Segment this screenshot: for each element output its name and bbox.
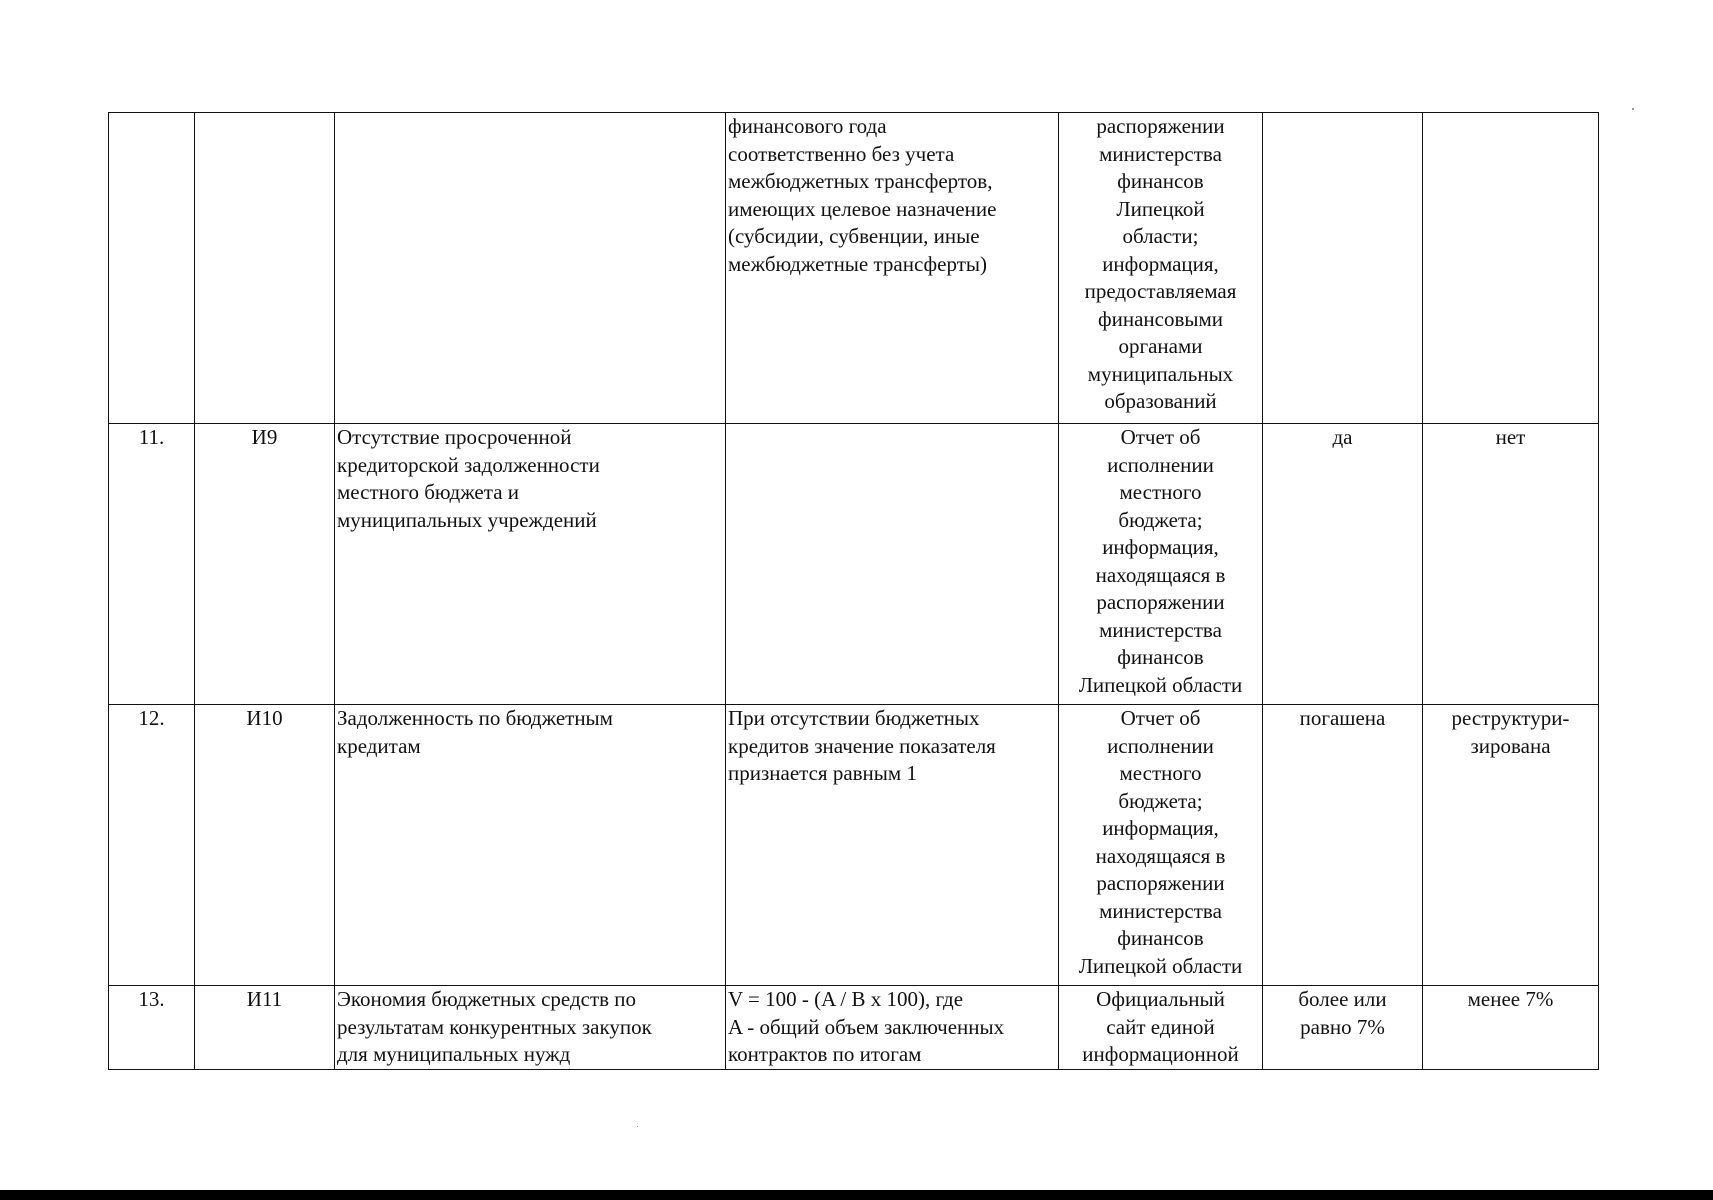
indicator-name-cell: Задолженность по бюджетным кредитам bbox=[335, 705, 726, 986]
min-value-cell bbox=[1263, 113, 1423, 424]
max-value-cell bbox=[1423, 113, 1599, 424]
table-row bbox=[109, 705, 1599, 986]
table-row bbox=[109, 113, 1599, 424]
data-source-cell: Отчет об исполнении местного бюджета; информация, находящаяся в распоряжении министерства финансов Липецкой области bbox=[1059, 705, 1263, 986]
calculation-method-cell: V = 100 - (A / B x 100), где A - общий объем заключенных контрактов по итогам bbox=[726, 986, 1059, 1070]
indicator-code-cell: И11 bbox=[195, 986, 335, 1070]
indicator-code-cell: И9 bbox=[195, 424, 335, 705]
data-source-cell: Официальный сайт единой информационной bbox=[1059, 986, 1263, 1070]
max-value-cell: реструктури- зирована bbox=[1423, 705, 1599, 986]
indicator-name-cell: Экономия бюджетных средств по результатам конкурентных закупок для муниципальных нужд bbox=[335, 986, 726, 1070]
table-row bbox=[109, 424, 1599, 705]
calculation-method-cell bbox=[726, 424, 1059, 705]
indicator-name-cell bbox=[335, 113, 726, 424]
calculation-method-cell: При отсутствии бюджетных кредитов значение показателя признается равным 1 bbox=[726, 705, 1059, 986]
min-value-cell: да bbox=[1263, 424, 1423, 705]
data-source-cell: Отчет об исполнении местного бюджета; информация, находящаяся в распоряжении министерства финансов Липецкой области bbox=[1059, 424, 1263, 705]
table-row bbox=[109, 986, 1599, 1070]
min-value-cell: более или равно 7% bbox=[1263, 986, 1423, 1070]
data-source-cell: распоряжении министерства финансов Липецкой области; информация, предоставляемая финансовыми органами муниципальных образований bbox=[1059, 113, 1263, 424]
row-number-cell: 11. bbox=[109, 424, 195, 705]
indicators-table bbox=[108, 112, 1599, 1070]
max-value-cell: менее 7% bbox=[1423, 986, 1599, 1070]
indicator-name-cell: Отсутствие просроченной кредиторской задолженности местного бюджета и муниципальных учреждений bbox=[335, 424, 726, 705]
indicator-code-cell bbox=[195, 113, 335, 424]
max-value-cell: нет bbox=[1423, 424, 1599, 705]
min-value-cell: погашена bbox=[1263, 705, 1423, 986]
row-number-cell: 13. bbox=[109, 986, 195, 1070]
scan-speck bbox=[637, 1126, 638, 1127]
row-number-cell: 12. bbox=[109, 705, 195, 986]
indicator-code-cell: И10 bbox=[195, 705, 335, 986]
scan-speck bbox=[1632, 108, 1634, 110]
scan-edge-bar bbox=[0, 1190, 1713, 1200]
row-number-cell bbox=[109, 113, 195, 424]
calculation-method-cell: финансового года соответственно без учета межбюджетных трансфертов, имеющих целевое назначение (субсидии, субвенции, иные межбюджетные трансферты) bbox=[726, 113, 1059, 424]
